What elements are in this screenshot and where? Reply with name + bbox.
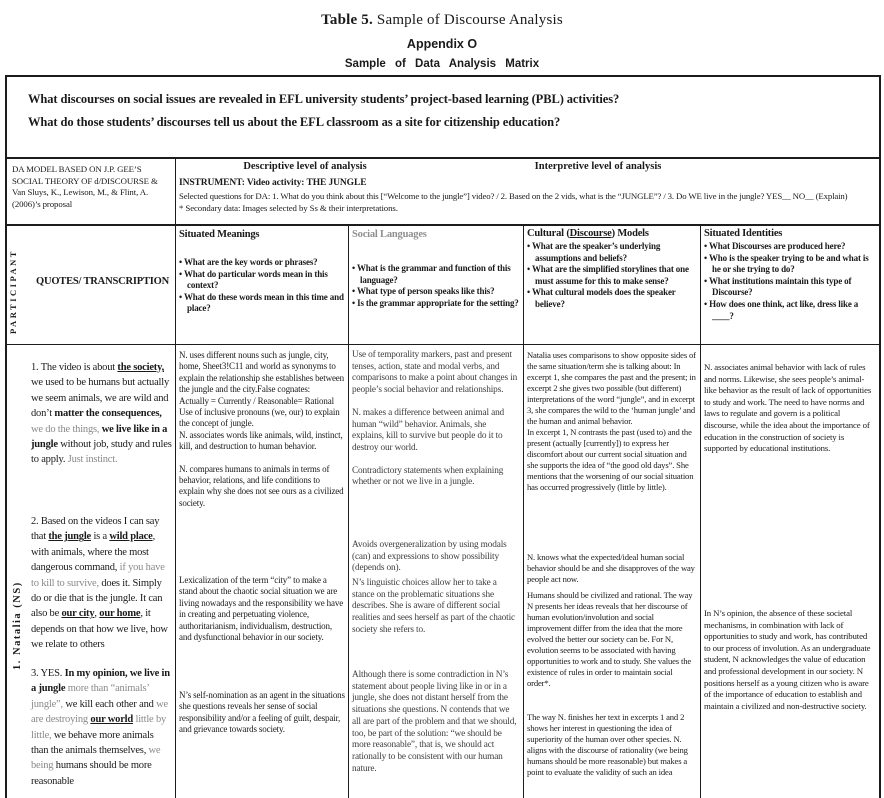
appendix-label: Appendix O bbox=[406, 37, 478, 51]
social-languages-analysis-3: N’s linguistic choices allow her to take a stance on the problematic situations she describes. She is aware of different social realities and sees herself as part of the chaotic society she refers to. bbox=[352, 578, 516, 635]
divider-meanings-languages bbox=[348, 224, 349, 798]
instrument-title: INSTRUMENT: Video activity: THE JUNGLE bbox=[179, 178, 367, 188]
situated-identities-questions: • What Discourses are produced here? • Who is the speaker trying to be and what is he or she trying to do? • What institutions maintain this type of Discourse? • How does one think, act like, dress like a ____? bbox=[704, 241, 876, 322]
table-left-border bbox=[5, 75, 7, 798]
cultural-models-analysis-2: N. knows what the expected/ideal human social behavior should be and she disapproves of the way people act now. bbox=[527, 552, 695, 584]
cultural-models-questions: • What are the speaker’s underlying assumptions and beliefs? • What are the simplified storylines that one must assume for this to make sense? • What cultural models does the speaker believe? bbox=[527, 241, 697, 311]
situated-identities-title: Situated Identities bbox=[704, 228, 783, 239]
research-question-2: What do those students’ discourses tell us about the EFL classroom as a site for citizenship education? bbox=[28, 115, 561, 129]
da-model-cell: DA MODEL BASED ON J.P. GEE’S SOCIAL THEORY OF d/DISCOURSE & Van Sluys, K., Lewison, M., & Flint, A. (2006)’s proposal bbox=[12, 164, 158, 209]
social-languages-analysis-4: Although there is some contradiction in N’s statement about people living like in or in a jungle, she does not distant herself from the situations she questions. N contends that we all are part of the problem and that we should, too, be part of the solution: “we should be more reasonable”, that is, we should act rationally to be consistent with our human nature. bbox=[352, 670, 517, 774]
rule-under-headers bbox=[5, 344, 881, 345]
table-top-border bbox=[5, 75, 881, 77]
research-question-1: What discourses on social issues are revealed in EFL university students’ project-based learning (PBL) activities? bbox=[28, 92, 620, 106]
situated-meanings-analysis-2: Lexicalization of the term “city” to make a stand about the chaotic social situation we are living nowadays and the responsibility we have in creating and perpetuating violence, authoritarianism, individualism, destruction, and dysfunctional behavior in our society. bbox=[179, 575, 344, 643]
situated-identities-analysis-2: In N’s opinion, the absence of these societal mechanisms, in combination with lack of opportunities to study and work, has contributed to our process of involution. As an undergraduate student, N acknowledges the value of education and professional development in our society. N positions herself as a young citizen who is aware of the importance of education to establish and maintain a civilized and non-destructive society. bbox=[704, 608, 871, 711]
social-languages-questions: • What is the grammar and function of this language? • What type of person speaks like this? • Is the grammar appropriate for the setting? bbox=[352, 263, 519, 309]
interpretive-level-header: Interpretive level of analysis bbox=[534, 161, 662, 172]
divider-languages-models bbox=[523, 224, 524, 798]
social-languages-analysis-2: Avoids overgeneralization by using modals (can) and expressions to show possibility (depends on). bbox=[352, 540, 507, 574]
quote-excerpt-1: 1. The video is about the society, we used to be humans but actually we seem animals, we are wild and don’t matter the consequences, we do the things, we live like in a jungle without job, study and rules to apply. Just instinct. bbox=[31, 362, 172, 466]
situated-meanings-analysis-3: N’s self-nomination as an agent in the situations she questions reveals her sense of social responsibility and/or a feeling of guilt, despair, and grievance towards society. bbox=[179, 690, 345, 735]
rule-under-questions bbox=[5, 157, 881, 159]
cultural-models-analysis-4: The way N. finishes her text in excerpts 1 and 2 shows her interest in questioning the idea of superiority of the human over other species. N. aligns with the discourse of rationality (we being humans should be more reasonable) but makes a point to evaluate the validity of such an idea bbox=[527, 712, 688, 777]
social-languages-title: Social Languages bbox=[352, 229, 427, 240]
descriptive-level-header: Descriptive level of analysis bbox=[243, 161, 367, 172]
cultural-models-analysis-1: Natalia uses comparisons to show opposite sides of the same situation/term she is talking about: In excerpt 1, she compares the past and the present; in excerpt 2 she gives two possible (but different) interpretations of the word “jungle”, and in excerpt 3, she compares the wild to the ‘human jungle’ and the human and animal behavior. In excerpt 1, N contrasts the past (used to) and the present (actually [currently]) to express her discomfort about our current social situation and she supports the idea of “the good old days”. She mentions that the worsening of our social situation has occurred progressively (little by little). bbox=[527, 350, 696, 492]
cultural-models-title: Cultural (Discourse) Models bbox=[527, 228, 649, 239]
cultural-models-analysis-3: Humans should be civilized and rational. The way N presents her ideas reveals that her discourse of human evolution/involution and social improvement differ from the idea that the more evolved the better our society can be. For N, evolution seems to be associated with having opportunities to work and to study. She values the existence of rules in order to maintain social order*. bbox=[527, 590, 693, 688]
situated-meanings-analysis-1: N. uses different nouns such as jungle, city, home, Sheet3!C11 and world as synonyms to explain the relationship she establishes between the jungle and the city.False cognates: Actually = Currently / Reasonable= Rational Use of inclusive pronouns (we, our) to explain the concept of jungle. N. associates words like animals, wild, instinct, kill, and destruction to human behavior. N. compares humans to animals in terms of behavior, relations, and life conditions to explain why she does not see ours as a civilized society. bbox=[179, 350, 344, 508]
participant-column-label: PARTICIPANT bbox=[8, 249, 18, 334]
situated-meanings-questions: • What are the key words or phrases? • What do particular words mean in this context? • What do these words mean in this time and place? bbox=[179, 257, 346, 315]
situated-meanings-title: Situated Meanings bbox=[179, 229, 260, 240]
divider-models-identities bbox=[700, 224, 701, 798]
quote-excerpt-3: 3. YES. In my opinion, we live in a jungle more than “animals’ jungle”, we kill each other and we are destroying our world little by little, we behave more animals than the animals themselves, we being humans should be more reasonable bbox=[31, 668, 170, 787]
instrument-secondary-note: * Secondary data: Images selected by Ss & their interpretations. bbox=[179, 203, 398, 213]
matrix-label: Sample of Data Analysis Matrix bbox=[344, 58, 540, 70]
table-title: Table 5. Sample of Discourse Analysis bbox=[321, 12, 563, 28]
situated-identities-analysis-1: N. associates animal behavior with lack of rules and norms. Likewise, she sees people’s animal-like behavior as the result of lack of opportunities to study and work. The need to have norms and laws to regulate and govern is a political discourse, while the idea about the importance of education in the construction of society is supported by educational institutions. bbox=[704, 362, 872, 454]
social-languages-analysis-1: Use of temporality markers, past and present tenses, action, state and modal verbs, and comparisons to make a point about changes in people’s social behavior and relationships. N. makes a difference between animal and human “wild” behavior. Animals, she explains, kill to survive but people do it to destroy our world. Contradictory statements when explaining whether or not we live in a jungle. bbox=[352, 350, 518, 488]
quote-excerpt-2: 2. Based on the videos I can say that the jungle is a wild place, with animals, where the most dangerous command, if you have to kill to survive, does it. Simply do or die that is the jungle. It can also be our city, our home, it depends on that how we live, how we relate to others bbox=[31, 516, 168, 651]
divider-quotes-meanings bbox=[175, 157, 176, 798]
table-right-border bbox=[879, 75, 881, 798]
quotes-transcription-header: QUOTES/ TRANSCRIPTION bbox=[35, 276, 169, 287]
rule-under-instrument bbox=[5, 224, 881, 226]
instrument-questions: Selected questions for DA: 1. What do you think about this [“Welcome to the jungle”] video? / 2. Based on the 2 vids, what is the “JUNGLE”? / 3. Do WE live in the jungle? YES__ NO__ (Explain) bbox=[179, 191, 848, 201]
participant-name: 1. Natalia (NS) bbox=[12, 581, 23, 670]
